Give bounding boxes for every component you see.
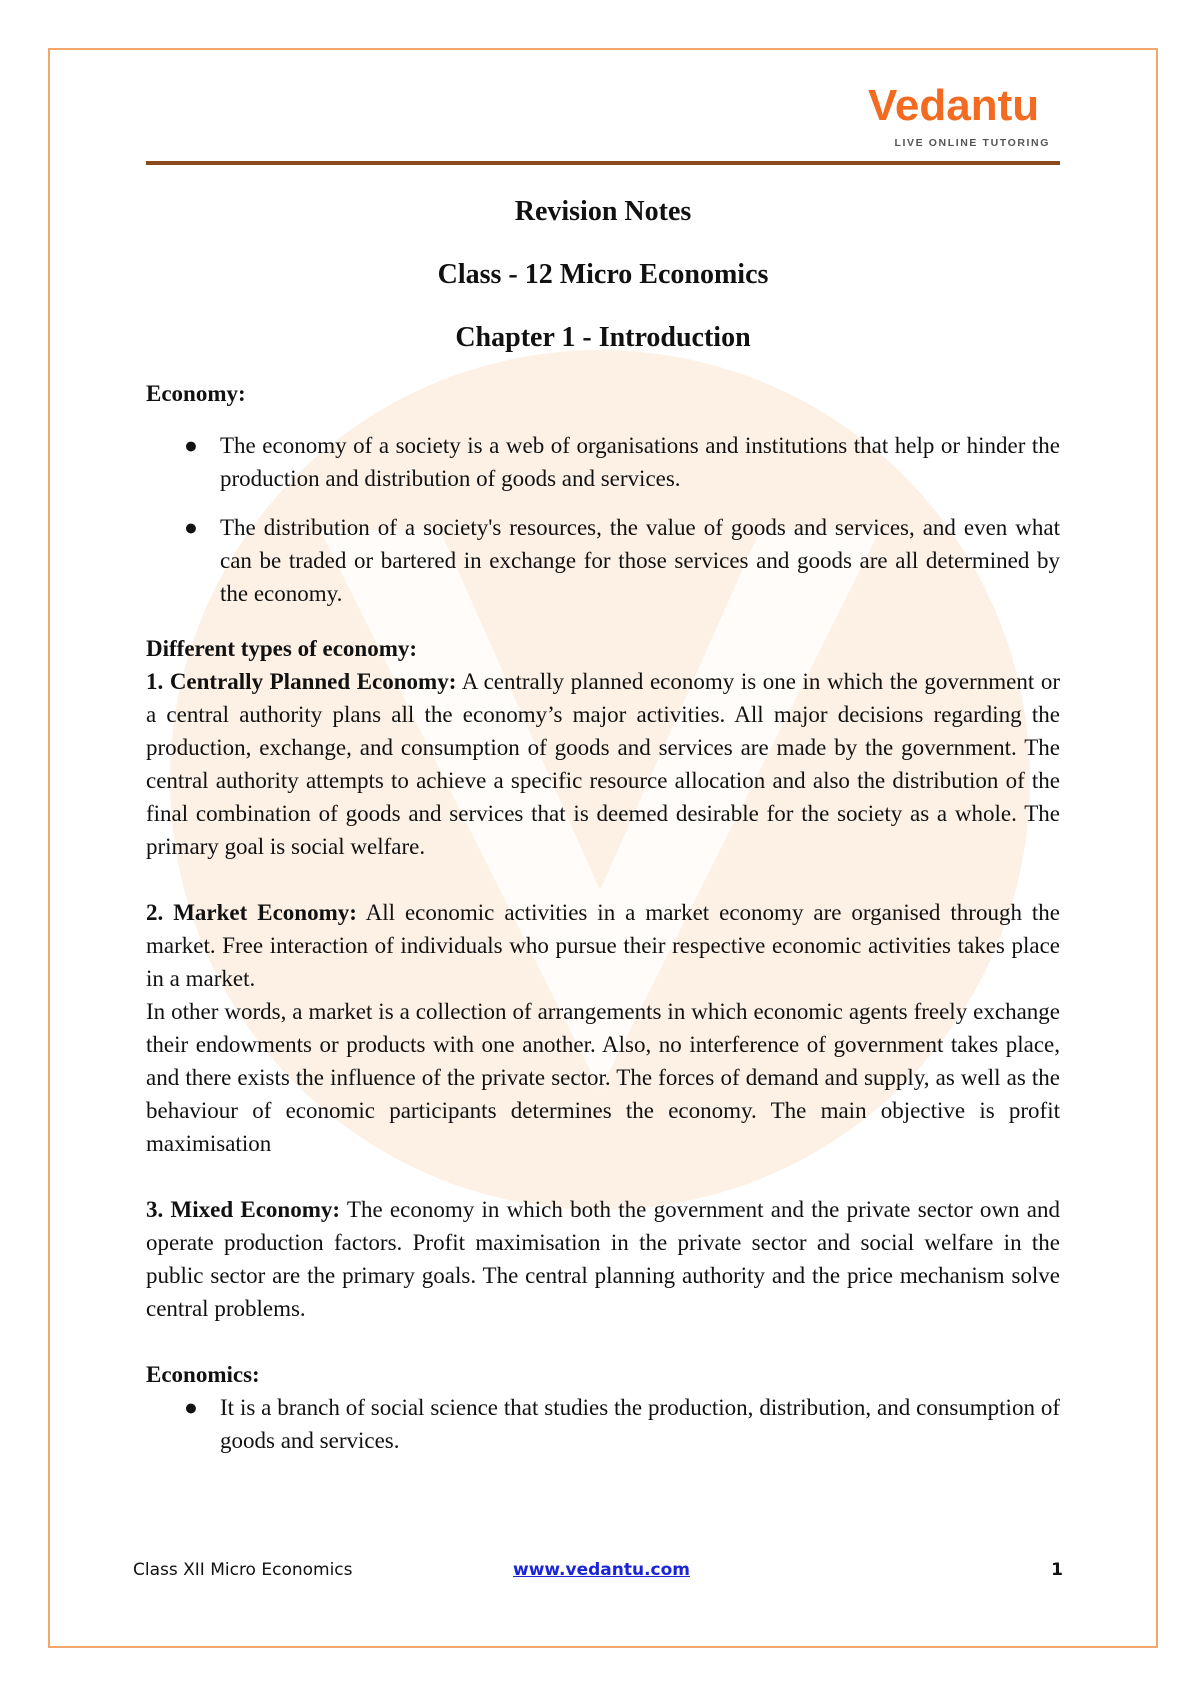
- bullet-text: The economy of a society is a web of organisations and institutions that help or hinder the production and distribution of goods and services.: [220, 433, 1060, 491]
- logo-word-text: Vedantu: [868, 82, 1040, 130]
- economy-list: [146, 429, 1060, 610]
- vedantu-wordmark: [868, 82, 1050, 130]
- bullet-icon: ●: [184, 515, 198, 540]
- bullet-text: It is a branch of social science that studies the production, distribution, and consumption of goods and services.: [220, 1395, 1060, 1453]
- list-item: [146, 511, 1060, 610]
- bullet-text: The distribution of a society's resources, the value of goods and services, and even what can be traded or bartered in exchange for those services and goods are all determined by the economy.: [220, 515, 1060, 606]
- mixed-label: 3. Mixed Economy:: [146, 1197, 341, 1222]
- logo-tagline: LIVE ONLINE TUTORING: [894, 137, 1050, 149]
- footer-class-label: Class XII Micro Economics: [133, 1560, 353, 1580]
- market-paragraph-2: In other words, a market is a collection of arrangements in which economic agents freely exchange their endowments or products with one another. Also, no interference of government takes place, and there exists the influence of the private sector. The forces of demand and supply, as well as the behaviour of economic participants determines the economy. The main objective is profit maximisation: [146, 999, 1060, 1156]
- doc-subtitle: Class - 12 Micro Economics: [437, 259, 769, 290]
- centrally-planned-paragraph: [146, 665, 1060, 863]
- list-item: [146, 429, 1060, 495]
- header-rule: [146, 161, 1060, 165]
- document-body: [146, 195, 1060, 1457]
- centrally-planned-text: A centrally planned economy is one in which the government or a central authority plans all the economy’s major activities. All major decisions regarding the production, exchange, and consumption of goods and services are made by the government. The central authority attempts to achieve a specific resource allocation and also the distribution of the final combination of goods and services that is deemed desirable for the society as a whole. The primary goal is social welfare.: [146, 669, 1060, 859]
- vedantu-logo: [868, 82, 1050, 149]
- footer-website-link[interactable]: www.vedantu.com: [513, 1560, 690, 1580]
- economics-list: [146, 1391, 1060, 1457]
- page-footer: [133, 1560, 1063, 1590]
- chapter-title: Chapter 1 - Introduction: [455, 322, 751, 353]
- bullet-icon: ●: [184, 1395, 198, 1420]
- doc-title: Revision Notes: [514, 196, 692, 227]
- bullet-icon: ●: [184, 433, 198, 458]
- list-item: [146, 1391, 1060, 1457]
- mixed-text: The economy in which both the government and the private sector own and operate production factors. Profit maximisation in the private sector and social welfare in the public sector are the primary goals. The central planning authority and the price mechanism solve central problems.: [146, 1197, 1060, 1321]
- centrally-planned-label: 1. Centrally Planned Economy:: [146, 669, 457, 694]
- mixed-paragraph: [146, 1193, 1060, 1325]
- economy-heading: Economy:: [146, 381, 246, 406]
- page-number: 1: [1051, 1560, 1063, 1580]
- market-label: 2. Market Economy:: [146, 900, 357, 925]
- economics-heading: Economics:: [146, 1362, 260, 1387]
- market-text: All economic activities in a market economy are organised through the market. Free interaction of individuals who pursue their respective economic activities takes place in a market.: [146, 900, 1060, 991]
- market-paragraph: [146, 896, 1060, 995]
- types-heading: Different types of economy:: [146, 636, 418, 661]
